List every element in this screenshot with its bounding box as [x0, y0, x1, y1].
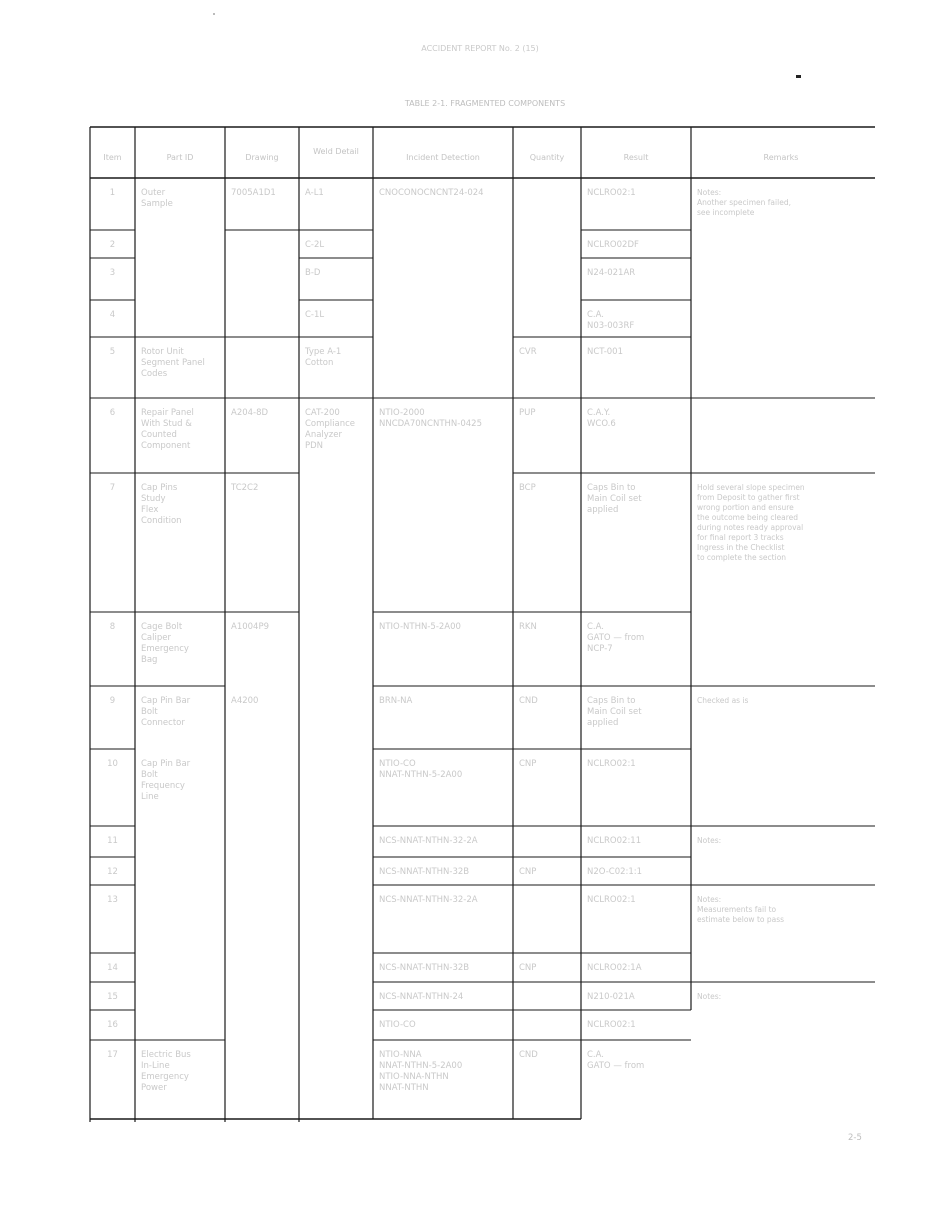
cell-result: NCLRO02:1A [587, 963, 642, 973]
cell-part: Repair Panel With Stud & Counted Component [141, 408, 194, 451]
cell-result: N210-021A [587, 992, 635, 1002]
cell-qty: RKN [519, 622, 537, 632]
cell-part: Cap Pin Bar Bolt Frequency Line [141, 759, 191, 802]
col-header-drawing: Drawing [245, 153, 279, 162]
cell-item: 1 [109, 188, 116, 198]
col-header-qty: Quantity [529, 153, 565, 162]
cell-drawing: TC2C2 [231, 483, 259, 493]
cell-result: NCLRO02DF [587, 240, 639, 250]
col-header-remarks: Remarks [763, 153, 799, 162]
cell-result: C.A. GATO — from [587, 1050, 645, 1071]
cell-qty: CND [519, 696, 538, 706]
cell-remarks: Notes: [697, 836, 722, 845]
page-number: 2-5 [848, 1133, 862, 1143]
corner-mark-small [213, 13, 215, 15]
cell-weld: CAT-200 Compliance Analyzer PDN [305, 408, 356, 451]
cell-item: 10 [107, 759, 118, 769]
cell-detect: NCS-NNAT-NTHN-32B [379, 867, 470, 877]
cell-detect: NTIO-NNA NNAT-NTHN-5-2A00 NTIO-NNA-NTHN NNAT-NTHN [379, 1050, 463, 1093]
col-header-item: Item [103, 153, 122, 162]
cell-weld: B-D [305, 268, 321, 278]
cell-item: 17 [107, 1050, 118, 1060]
col-header-detect: Incident Detection [406, 153, 480, 162]
cell-detect: NTIO-NTHN-5-2A00 [379, 622, 461, 632]
cell-qty: CNP [519, 963, 537, 973]
cell-detect: NCS-NNAT-NTHN-32-2A [379, 895, 478, 905]
cell-qty: CNP [519, 867, 537, 877]
cell-item: 14 [107, 963, 118, 973]
cell-result: C.A.Y. WCO.6 [587, 408, 616, 429]
cell-weld: C-2L [305, 240, 325, 250]
col-header-part: Part ID [166, 153, 194, 162]
cell-remarks: Hold several slope specimen from Deposit to gather first wrong portion and ensure the outcome being cleared during notes ready approval for final report 3 tracks Ingress in the Checklist to complete the section [697, 483, 805, 562]
cell-part: Cage Bolt Caliper Emergency Bag [141, 622, 189, 665]
cell-item: 9 [109, 696, 116, 706]
cell-remarks: Notes: Another specimen failed, see incomplete [697, 188, 791, 217]
cell-result: NCLRO02:1 [587, 188, 636, 198]
cell-item: 12 [107, 867, 118, 877]
cell-item: 8 [109, 622, 116, 632]
cell-qty: CVR [519, 347, 537, 357]
cell-qty: PUP [519, 408, 536, 418]
col-header-weld: Weld Detail [313, 147, 359, 156]
cell-item: 6 [109, 408, 116, 418]
cell-qty: CND [519, 1050, 538, 1060]
cell-result: N2O-C02:1:1 [587, 867, 643, 877]
cell-item: 4 [109, 310, 116, 320]
running-head: ACCIDENT REPORT No. 2 (15) [421, 44, 539, 53]
cell-detect: NCS-NNAT-NTHN-32B [379, 963, 470, 973]
cell-result: Caps Bin to Main Coil set applied [587, 696, 642, 728]
cell-item: 7 [109, 483, 116, 493]
cell-detect: NCS-NNAT-NTHN-24 [379, 992, 464, 1002]
cell-part: Electric Bus In-Line Emergency Power [141, 1050, 191, 1093]
cell-drawing: A4200 [231, 696, 259, 706]
cell-detect: NTIO-2000 NNCDA70NCNTHN-0425 [379, 408, 482, 429]
col-header-result: Result [623, 153, 649, 162]
cell-item: 15 [107, 992, 118, 1002]
cell-detect: NCS-NNAT-NTHN-32-2A [379, 836, 478, 846]
corner-mark [796, 75, 801, 78]
cell-result: NCLRO02:1 [587, 1020, 636, 1030]
cell-result: NCLRO02:1 [587, 895, 636, 905]
cell-item: 2 [109, 240, 116, 250]
cell-item: 16 [107, 1020, 118, 1030]
cell-result: NCLRO02:1 [587, 759, 636, 769]
cell-drawing: A204-8D [231, 408, 269, 418]
cell-result: N24-021AR [587, 268, 636, 278]
cell-result: Caps Bin to Main Coil set applied [587, 483, 642, 515]
cell-result: C.A. GATO — from NCP-7 [587, 622, 645, 654]
cell-detect: NTIO-CO NNAT-NTHN-5-2A00 [379, 759, 463, 780]
cell-qty: CNP [519, 759, 537, 769]
cell-item: 11 [107, 836, 118, 846]
cell-detect: CNOCONOCNCNT24-024 [379, 188, 484, 198]
cell-remarks: Notes: [697, 992, 722, 1001]
cell-part: Cap Pin Bar Bolt Connector [141, 696, 191, 728]
cell-weld: Type A-1 Cotton [305, 347, 342, 368]
cell-detect: BRN-NA [379, 696, 413, 706]
cell-result: C.A. N03-003RF [587, 310, 635, 331]
cell-qty: BCP [519, 483, 536, 493]
cell-part: Outer Sample [141, 188, 173, 209]
cell-remarks: Notes: Measurements fail to estimate below to pass [697, 895, 785, 924]
cell-part: Rotor Unit Segment Panel Codes [141, 347, 205, 379]
cell-part: Cap Pins Study Flex Condition [141, 483, 182, 526]
cell-item: 13 [107, 895, 118, 905]
cell-item: 5 [109, 347, 116, 357]
cell-result: NCLRO02:11 [587, 836, 642, 846]
table-title: TABLE 2-1. FRAGMENTED COMPONENTS [404, 99, 566, 108]
cell-item: 3 [109, 268, 116, 278]
cell-weld: C-1L [305, 310, 325, 320]
cell-remarks: Checked as is [697, 696, 749, 705]
cell-drawing: A1004P9 [231, 622, 269, 632]
cell-detect: NTIO-CO [379, 1020, 416, 1030]
cell-drawing: 7005A1D1 [231, 188, 276, 198]
cell-result: NCT-001 [587, 347, 623, 357]
cell-weld: A-L1 [305, 188, 324, 198]
